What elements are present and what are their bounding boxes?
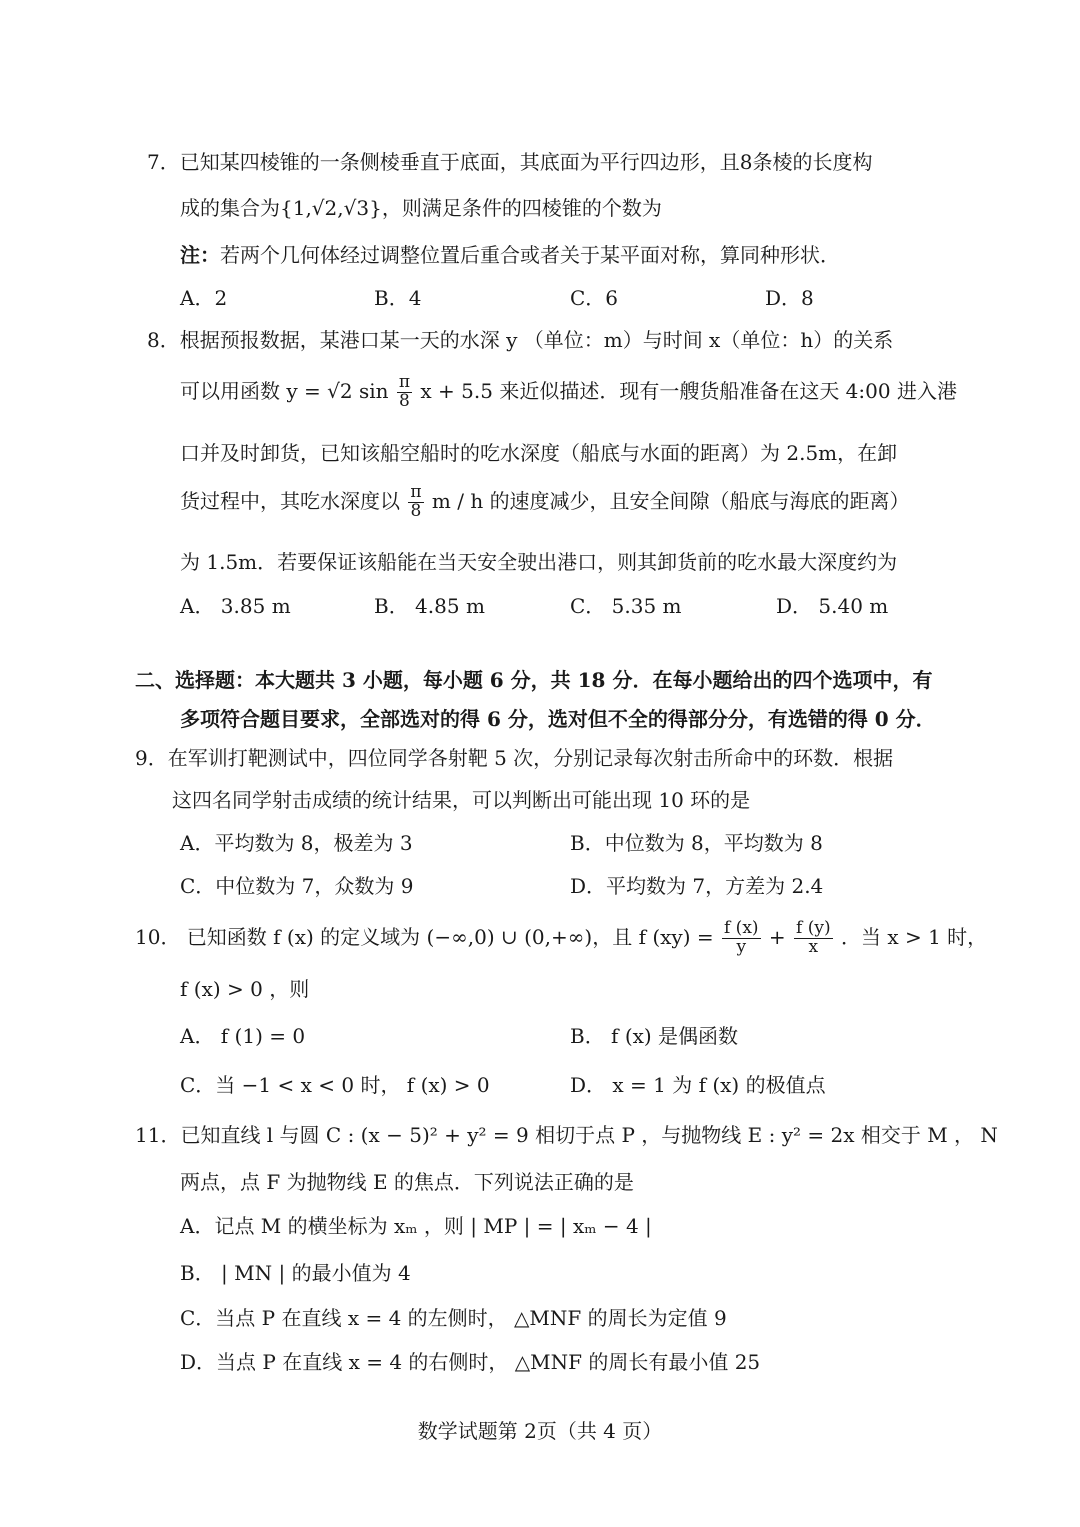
- q10-fraction-fy-over-x: [794, 920, 833, 957]
- section2-heading-line-1: 二、选择题：本大题共 3 小题，每小题 6 分，共 18 分．在每小题给出的四个选项中，有: [135, 668, 933, 692]
- q7-line-1: 7．已知某四棱锥的一条侧棱垂直于底面，其底面为平行四边形，且8条棱的长度构: [147, 150, 873, 174]
- q8-line-5: 为 1.5m．若要保证该船能在当天安全驶出港口，则其卸货前的吃水最大深度约为: [180, 550, 898, 574]
- q8-line-2: [180, 374, 957, 411]
- frac-den: x: [808, 936, 819, 957]
- q11-option-a: A．记点 M 的横坐标为 xₘ ，则 | MP | = | xₘ − 4 |: [180, 1214, 652, 1238]
- q8-option-b: B． 4.85 m: [374, 594, 485, 618]
- frac-num: f (x): [723, 918, 759, 938]
- q10-plus: +: [768, 924, 786, 949]
- q7-note-label: 注：: [180, 243, 220, 267]
- q9-option-b: B．中位数为 8，平均数为 8: [570, 831, 823, 855]
- q7-option-c: C．6: [570, 286, 619, 310]
- q7-option-b: B．4: [374, 286, 422, 310]
- q9-option-d: D．平均数为 7，方差为 2.4: [570, 874, 824, 898]
- q10-line-1-a: 10． 已知函数 f (x) 的定义域为 (−∞,0) ∪ (0,+∞)，且 f (xy) =: [135, 924, 714, 949]
- q11-option-d: D．当点 P 在直线 x = 4 的右侧时， △MNF 的周长有最小值 25: [180, 1350, 761, 1374]
- q10-line-1-b: ．当 x > 1 时，: [840, 924, 988, 949]
- q7-line-2: 成的集合为{1,√2,√3}，则满足条件的四棱锥的个数为: [180, 196, 662, 220]
- q7-note-text: 若两个几何体经过调整位置后重合或者关于某平面对称，算同种形状．: [220, 243, 840, 267]
- q8-option-a: A． 3.85 m: [180, 594, 291, 618]
- q9-option-a: A．平均数为 8，极差为 3: [180, 831, 413, 855]
- q8-line-2-a: 可以用函数 y = √2 sin: [180, 378, 389, 403]
- q8-fraction-pi-over-8-b: [408, 484, 423, 521]
- frac-num: π: [410, 482, 422, 502]
- q11-option-b: B． | MN | 的最小值为 4: [180, 1261, 411, 1285]
- q10-option-b: B． f (x) 是偶函数: [570, 1024, 739, 1048]
- q8-line-1: 8．根据预报数据，某港口某一天的水深 y （单位：m）与时间 x（单位：h）的关系: [147, 328, 894, 352]
- q9-line-2: 这四名同学射击成绩的统计结果，可以判断出可能出现 10 环的是: [172, 788, 751, 812]
- section2-heading-line-2: 多项符合题目要求，全部选对的得 6 分，选对但不全的得部分分，有选错的得 0 分．: [180, 707, 936, 731]
- q8-line-4-b: m / h 的速度减少，且安全间隙（船底与海底的距离）: [431, 488, 910, 513]
- q8-option-d: D． 5.40 m: [776, 594, 889, 618]
- q10-line-2: f (x) > 0 ，则: [180, 977, 310, 1001]
- q9-line-1: 9．在军训打靶测试中，四位同学各射靶 5 次，分别记录每次射击所命中的环数．根据: [135, 746, 894, 770]
- frac-den: 8: [410, 500, 422, 521]
- q11-line-1: 11．已知直线 l 与圆 C : (x − 5)² + y² = 9 相切于点 P ，与抛物线 E : y² = 2x 相交于 M ， N: [135, 1123, 998, 1147]
- q8-line-4: [180, 484, 910, 521]
- q7-note: [180, 243, 840, 267]
- q8-line-4-a: 货过程中，其吃水深度以: [180, 488, 400, 513]
- q8-line-2-b: x + 5.5 来近似描述．现有一艘货船准备在这天 4:00 进入港: [420, 378, 957, 403]
- q10-option-c: C．当 −1 < x < 0 时， f (x) > 0: [180, 1073, 490, 1097]
- q8-line-3: 口并及时卸货，已知该船空船时的吃水深度（船底与水面的距离）为 2.5m，在卸: [180, 441, 898, 465]
- q8-option-c: C． 5.35 m: [570, 594, 682, 618]
- q10-option-a: A． f (1) = 0: [180, 1024, 306, 1048]
- q7-option-a: A．2: [180, 286, 228, 310]
- page-footer: 数学试题第 2页（共 4 页）: [417, 1419, 663, 1443]
- q11-line-2: 两点，点 F 为抛物线 E 的焦点．下列说法正确的是: [180, 1170, 634, 1194]
- q10-fraction-fx-over-y: [722, 920, 761, 957]
- q10-option-d: D． x = 1 为 f (x) 的极值点: [570, 1073, 826, 1097]
- q7-option-d: D．8: [765, 286, 814, 310]
- frac-num: f (y): [796, 918, 831, 938]
- q8-fraction-pi-over-8-a: [397, 374, 412, 411]
- q9-option-c: C．中位数为 7，众数为 9: [180, 874, 414, 898]
- q11-option-c: C．当点 P 在直线 x = 4 的左侧时， △MNF 的周长为定值 9: [180, 1306, 727, 1330]
- frac-den: 8: [399, 390, 410, 411]
- frac-den: y: [736, 936, 747, 957]
- q10-line-1: [135, 920, 987, 957]
- frac-num: π: [398, 372, 411, 392]
